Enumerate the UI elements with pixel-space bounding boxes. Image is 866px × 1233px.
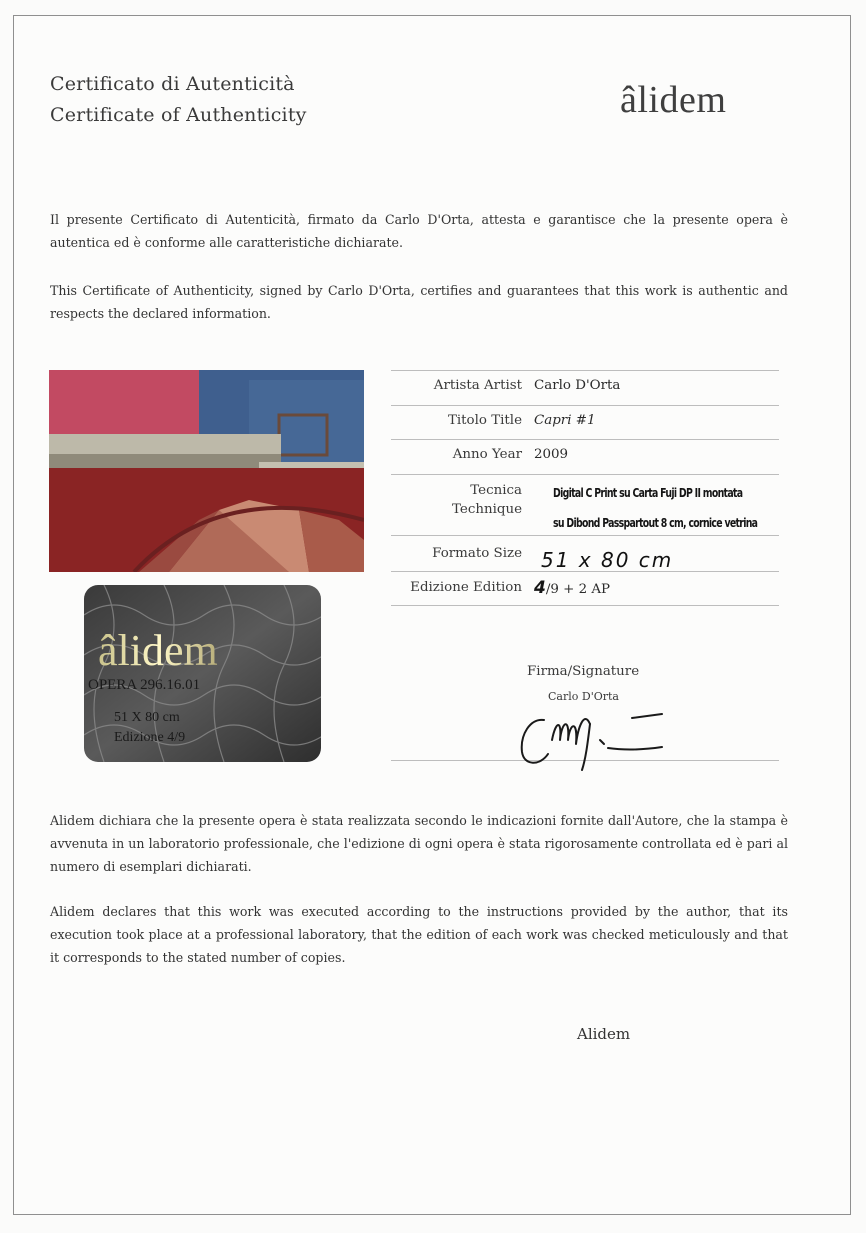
technique-label-it: Tecnica: [470, 483, 522, 498]
signature-label: Firma/Signature: [527, 664, 640, 679]
table-rule: [391, 474, 779, 475]
title-label: Titolo Title: [447, 413, 522, 428]
declaration-italian: Alidem dichiara che la presente opera è stata realizzata secondo le indicazioni fornite dall'Autore, che la stampa è avvenuta in un laboratorio professionale, che l'edizione di ogni opera è stata rigorosamente controllata ed è pari al numero di esemplari dichiarati.: [50, 813, 788, 874]
signature-name: Carlo D'Orta: [548, 690, 619, 703]
title-italian: Certificato di Autenticità: [50, 73, 295, 95]
declaration-english: Alidem declares that this work was executed according to the instructions provided by the author, that its execution took place at a professional laboratory, that the edition of each work was checked meticulously and that it corresponds to the stated number of copies.: [50, 904, 788, 965]
footer-signoff: Alidem: [577, 1025, 631, 1043]
year-value: 2009: [534, 447, 569, 462]
edition-value: [534, 578, 610, 598]
table-rule: [391, 535, 779, 536]
technique-value-line1: Digital C Print su Carta Fuji DP II montata: [553, 486, 743, 500]
year-label: Anno Year: [452, 447, 522, 462]
technique-label-en: Technique: [452, 502, 522, 517]
table-rule: [391, 439, 779, 440]
artist-value: Carlo D'Orta: [534, 378, 621, 393]
table-rule: [391, 405, 779, 406]
edition-label: Edizione Edition: [410, 580, 522, 595]
format-value: 51 x 80 cm: [541, 548, 674, 572]
format-label: Formato Size: [432, 546, 522, 561]
hologram-size: 51 X 80 cm: [114, 710, 180, 725]
edition-total: /9 + 2 AP: [545, 582, 611, 597]
intro-italian: Il presente Certificato di Autenticità, firmato da Carlo D'Orta, attesta e garantisce che la presente opera è autentica ed è conforme alle caratteristiche dichiarate.: [50, 212, 788, 250]
artist-label: Artista Artist: [433, 378, 522, 393]
table-rule: [391, 370, 779, 371]
title-value: Capri #1: [534, 413, 596, 428]
hologram-edition: Edizione 4/9: [114, 730, 186, 745]
title-english: Certificate of Authenticity: [50, 104, 307, 126]
artwork-photo: [49, 370, 364, 572]
hologram-seal: [84, 585, 321, 762]
hologram-logo: âlidem: [98, 626, 218, 675]
alidem-logo: âlidem: [620, 79, 727, 121]
technique-value-line2: su Dibond Passpartout 8 cm, cornice vetrina: [553, 516, 758, 530]
table-rule: [391, 605, 779, 606]
intro-english: This Certificate of Authenticity, signed by Carlo D'Orta, certifies and guarantees that this work is authentic and respects the declared information.: [50, 283, 788, 321]
edition-number: 4: [534, 578, 546, 598]
handwritten-signature: [512, 700, 672, 775]
hologram-opera-number: OPERA 296.16.01: [88, 677, 201, 693]
